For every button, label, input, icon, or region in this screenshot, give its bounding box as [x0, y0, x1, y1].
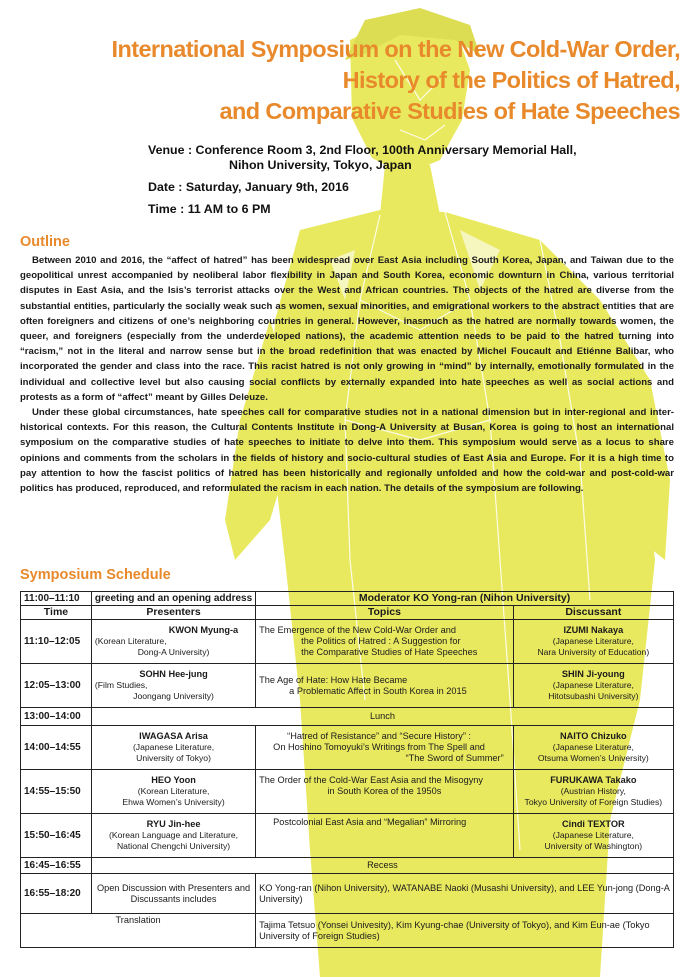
header-presenters: Presenters: [91, 606, 255, 620]
session-time: 12:05–13:00: [21, 664, 92, 708]
outline-paragraph-1: Between 2010 and 2016, the “affect of hatred” has been widespread over East Asia including South Korea, Japan, and Taiwan due to the geopolitical unrest accompanied by neoliberal labor flexibility in Japan and South Korea, economic downturn in China, various territorial disputes in East Asia, and the Isis’s terrorist attacks over the West and African countries. The objects of the hatred are diverse from the substantial entities, particularly the socially weak such as women, sexual minorities, and emigrational workers to the abstract entities that are often foreigners and citizens of one’s neighboring countries in general. However, inasmuch as the hatred are normally towards women, the queer, and foreigners (especially from the underdeveloped nations), the academic attention needs to be paid to the hatred turning into “racism,” not in the literal and narrow sense but in the broad redefinition that was enacted by Michel Foucault and Etiénne Balibar, who incorporated the gender and class into the race. This racist hatred is not only growing in “mind” by internally, emotionally formulated in the individual and collective level but also causing social conflicts by externally expanded into hate speeches as well as social actions and protests as a form of “affect” meant by Gilles Deleuze.: [20, 255, 674, 403]
presenter-field: (Korean Language and Literature,: [109, 830, 239, 840]
event-date: Date : Saturday, January 9th, 2016: [148, 180, 349, 194]
header-time: Time: [21, 606, 92, 620]
topic: [256, 770, 513, 814]
presenter-affiliation: Joongang University): [133, 691, 214, 701]
presenter: [91, 726, 255, 770]
schedule-table: [20, 591, 674, 948]
table-header-row: [21, 606, 674, 620]
topic-line: the Comparative Studies of Hate Speeches: [301, 647, 478, 657]
topic-line: The Order of the Cold-War East Asia and the Misogyny: [259, 775, 484, 785]
recess-row: [21, 858, 674, 874]
outline-heading: Outline: [20, 234, 70, 250]
presenter-field: (Japanese Literature,: [132, 742, 215, 752]
topic: [256, 620, 513, 664]
lunch-time: 13:00–14:00: [21, 708, 92, 726]
title-line-1: International Symposium on the New Cold-War Order,: [111, 36, 680, 62]
outline-body: [20, 253, 674, 496]
topic-line: a Problematic Affect in South Korea in 2015: [289, 685, 467, 696]
venue-line-1: Venue : Conference Room 3, 2nd Floor, 100th Anniversary Memorial Hall,: [148, 143, 577, 157]
session-time: 15:50–16:45: [21, 814, 92, 858]
discussant: [513, 620, 673, 664]
opening-time: 11:00–11:10: [21, 592, 92, 606]
event-time: Time : 11 AM to 6 PM: [148, 202, 271, 216]
moderator: Moderator KO Yong-ran (Nihon University): [256, 592, 674, 606]
discussion-time: 16:55–18:20: [21, 874, 92, 914]
presenter: [91, 664, 255, 708]
discussant-name: SHIN Ji-young: [561, 669, 625, 679]
table-row: [21, 814, 674, 858]
presenter-name: SOHN Hee-jung: [139, 669, 208, 679]
topic-line: On Hoshino Tomoyuki’s Writings from The Spell and: [273, 742, 485, 752]
discussion-participants: KO Yong-ran (Nihon University), WATANABE Naoki (Musashi University), and LEE Yun-jong (Dong-A University): [256, 874, 674, 914]
translation-label: Translation: [21, 914, 256, 948]
discussant-field: (Japanese Literature,: [552, 636, 634, 646]
topic-line: The Emergence of the New Cold-War Order and: [259, 625, 456, 635]
schedule-heading: Symposium Schedule: [20, 567, 171, 583]
discussant-name: IZUMI Nakaya: [563, 625, 624, 635]
presenter-affiliation: National Chengchi University): [116, 841, 231, 851]
discussant-field: (Japanese Literature,: [552, 742, 634, 752]
presenter-field: (Korean Literature,: [137, 786, 210, 796]
title-line-2: History of the Politics of Hatred,: [342, 67, 680, 93]
discussant: [513, 726, 673, 770]
discussant-field: (Japanese Literature,: [552, 830, 634, 840]
presenter-field: (Korean Literature,: [94, 636, 167, 646]
discussant: [513, 770, 673, 814]
discussant-affiliation: Tokyo University of Foreign Studies): [524, 797, 663, 807]
discussant-affiliation: Hitotsubashi University): [548, 691, 639, 701]
topic-line: Postcolonial East Asia and “Megalian” Mirroring: [273, 817, 467, 827]
opening-label: greeting and an opening address: [91, 592, 255, 606]
discussant-field: (Austrian History,: [560, 786, 626, 796]
table-row: [21, 726, 674, 770]
table-row: [21, 664, 674, 708]
topic-line: “The Sword of Summer”: [405, 753, 504, 763]
table-row: [21, 770, 674, 814]
title-line-3: and Comparative Studies of Hate Speeches: [219, 98, 680, 124]
discussant: [513, 814, 673, 858]
session-time: 11:10–12:05: [21, 620, 92, 664]
session-time: 14:00–14:55: [21, 726, 92, 770]
presenter-name: RYU Jin-hee: [146, 819, 201, 829]
discussant-field: (Japanese Literature,: [552, 680, 634, 690]
presenter-affiliation: Dong-A University): [137, 647, 210, 657]
presenter-affiliation: University of Tokyo): [136, 753, 211, 763]
presenter: [91, 620, 255, 664]
translation-row: [21, 914, 674, 948]
lunch-label: Lunch: [91, 708, 673, 726]
venue-line-2: Nihon University, Tokyo, Japan: [229, 158, 412, 172]
symposium-title: [10, 34, 680, 127]
topic-line: the Politics of Hatred : A Suggestion for: [301, 636, 461, 646]
topic: [256, 664, 513, 708]
event-info: [148, 143, 577, 217]
topic: [256, 814, 513, 858]
discussion-row: [21, 874, 674, 914]
recess-time: 16:45–16:55: [21, 858, 92, 874]
topic-line: “Hatred of Resistance” and “Secure History” :: [287, 731, 471, 741]
discussant-name: FURUKAWA Takako: [550, 775, 637, 785]
table-row: [21, 620, 674, 664]
recess-label: Recess: [91, 858, 673, 874]
outline-paragraph-2: Under these global circumstances, hate speeches call for comparative studies not in a national dimension but in inter-regional and inter-historical contexts. For this reason, the Cultural Contents Institute in Dong-A University at Busan, Korea is going to host an international symposium on the comparative studies of hate speeches to initiate to delve into them. This symposium would serve as a locus to share opinions and comments from the scholars in the fields of history and socio-cultural studies of East Asia and Europe. For it is a high time to pay attention to how the fascist politics of hatred has been historically and regionally unfolded and how the cold-war and post-cold-war politics has produced, reproduced, and reformulated the racism in each nation. The details of the symposium are following.: [20, 407, 674, 495]
presenter: [91, 770, 255, 814]
discussant-name: Cindi TEXTOR: [562, 819, 625, 829]
discussant-affiliation: Nara University of Education): [537, 647, 650, 657]
lunch-row: [21, 708, 674, 726]
discussant-affiliation: University of Washington): [544, 841, 643, 851]
presenter-field: (Film Studies,: [94, 680, 148, 690]
translation-participants: Tajima Tetsuo (Yonsei Univesity), Kim Kyung-chae (University of Tokyo), and Kim Eun-ae (Tokyo University of Foreign Studies): [256, 914, 674, 948]
presenter: [91, 814, 255, 858]
presenter-name: HEO Yoon: [151, 775, 196, 785]
topic: [256, 726, 513, 770]
session-time: 14:55–15:50: [21, 770, 92, 814]
discussant: [513, 664, 673, 708]
presenter-name: KWON Myung-a: [168, 625, 239, 635]
discussant-affiliation: Otsuma Women’s University): [537, 753, 649, 763]
discussion-label: Open Discussion with Presenters and Discussants includes: [91, 874, 255, 914]
opening-row: [21, 592, 674, 606]
header-topics: Topics: [256, 606, 513, 620]
topic-line: in South Korea of the 1950s: [327, 786, 442, 796]
topic-line: The Age of Hate: How Hate Became: [259, 674, 408, 685]
presenter-name: IWAGASA Arisa: [139, 731, 208, 741]
discussant-name: NAITO Chizuko: [559, 731, 627, 741]
header-discussant: Discussant: [513, 606, 673, 620]
presenter-affiliation: Ehwa Women’s University): [122, 797, 225, 807]
